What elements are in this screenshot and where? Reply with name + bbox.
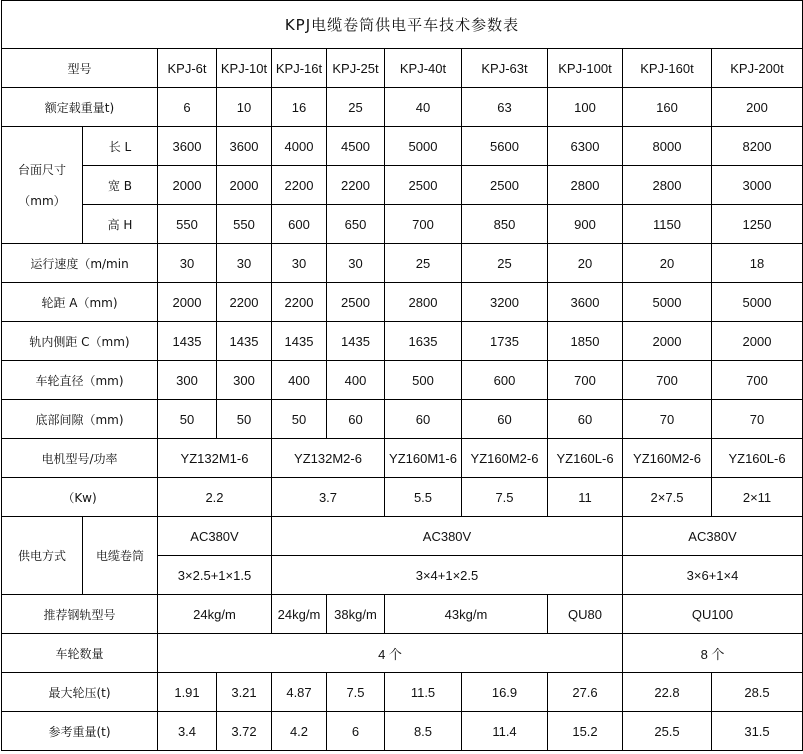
row-label-motor: 电机型号/功率 bbox=[2, 439, 158, 478]
value-cell: 1735 bbox=[462, 322, 548, 361]
value-cell: 4000 bbox=[272, 127, 327, 166]
value-cell: 70 bbox=[623, 400, 712, 439]
motor-power-row bbox=[2, 478, 803, 517]
value-cell: 16 bbox=[272, 88, 327, 127]
row-label-load: 额定载重量t) bbox=[2, 88, 158, 127]
value-cell: 11.4 bbox=[462, 712, 548, 751]
value-cell: 2000 bbox=[158, 166, 217, 205]
value-cell: 8200 bbox=[712, 127, 803, 166]
wheel-count-cell: 4 个 bbox=[158, 634, 623, 673]
value-cell: 550 bbox=[217, 205, 272, 244]
motor-model-cell: YZ160L-6 bbox=[712, 439, 803, 478]
value-cell: 2000 bbox=[623, 322, 712, 361]
value-cell: 3.4 bbox=[158, 712, 217, 751]
value-cell: 1.91 bbox=[158, 673, 217, 712]
value-cell: 25 bbox=[327, 88, 385, 127]
length-row bbox=[2, 127, 803, 166]
model-cell: KPJ-100t bbox=[548, 49, 623, 88]
row-label-wheel-diameter: 车轮直径（mm) bbox=[2, 361, 158, 400]
value-cell: 22.8 bbox=[623, 673, 712, 712]
value-cell: 1850 bbox=[548, 322, 623, 361]
value-cell: 400 bbox=[327, 361, 385, 400]
value-cell: 2200 bbox=[272, 166, 327, 205]
model-cell: KPJ-6t bbox=[158, 49, 217, 88]
value-cell: 8000 bbox=[623, 127, 712, 166]
cable-cell: 3×4+1×2.5 bbox=[272, 556, 623, 595]
value-cell: 850 bbox=[462, 205, 548, 244]
value-cell: 3600 bbox=[548, 283, 623, 322]
sub-label-length: 长 L bbox=[83, 127, 158, 166]
value-cell: 30 bbox=[272, 244, 327, 283]
value-cell: 100 bbox=[548, 88, 623, 127]
motor-power-cell: 3.7 bbox=[272, 478, 385, 517]
motor-power-cell: 5.5 bbox=[385, 478, 462, 517]
value-cell: 400 bbox=[272, 361, 327, 400]
model-cell: KPJ-16t bbox=[272, 49, 327, 88]
value-cell: 160 bbox=[623, 88, 712, 127]
height-row bbox=[2, 205, 803, 244]
value-cell: 18 bbox=[712, 244, 803, 283]
motor-model-cell: YZ160L-6 bbox=[548, 439, 623, 478]
clearance-row bbox=[2, 400, 803, 439]
value-cell: 2500 bbox=[385, 166, 462, 205]
title-row bbox=[2, 1, 803, 49]
value-cell: 60 bbox=[385, 400, 462, 439]
cable-cell: 3×6+1×4 bbox=[623, 556, 803, 595]
motor-model-cell: YZ160M2-6 bbox=[623, 439, 712, 478]
value-cell: 30 bbox=[217, 244, 272, 283]
value-cell: 300 bbox=[217, 361, 272, 400]
value-cell: 31.5 bbox=[712, 712, 803, 751]
row-label-wheel-count: 车轮数量 bbox=[2, 634, 158, 673]
voltage-cell: AC380V bbox=[272, 517, 623, 556]
value-cell: 60 bbox=[548, 400, 623, 439]
value-cell: 50 bbox=[217, 400, 272, 439]
value-cell: 1435 bbox=[327, 322, 385, 361]
value-cell: 16.9 bbox=[462, 673, 548, 712]
spec-table bbox=[1, 0, 803, 751]
cable-cell: 3×2.5+1×1.5 bbox=[158, 556, 272, 595]
value-cell: 6300 bbox=[548, 127, 623, 166]
row-label-table-size bbox=[2, 127, 83, 244]
row-label-track-gauge: 轨内侧距 C（mm) bbox=[2, 322, 158, 361]
value-cell: 5600 bbox=[462, 127, 548, 166]
value-cell: 1435 bbox=[272, 322, 327, 361]
value-cell: 28.5 bbox=[712, 673, 803, 712]
value-cell: 25 bbox=[385, 244, 462, 283]
value-cell: 3600 bbox=[158, 127, 217, 166]
value-cell: 2500 bbox=[462, 166, 548, 205]
value-cell: 2500 bbox=[327, 283, 385, 322]
motor-model-cell: YZ132M2-6 bbox=[272, 439, 385, 478]
row-label-wheelbase: 轮距 A（mm) bbox=[2, 283, 158, 322]
motor-power-cell: 2.2 bbox=[158, 478, 272, 517]
value-cell: 700 bbox=[385, 205, 462, 244]
motor-model-cell: YZ160M2-6 bbox=[462, 439, 548, 478]
rail-cell: QU80 bbox=[548, 595, 623, 634]
value-cell: 1150 bbox=[623, 205, 712, 244]
value-cell: 3.72 bbox=[217, 712, 272, 751]
rail-cell: QU100 bbox=[623, 595, 803, 634]
value-cell: 1635 bbox=[385, 322, 462, 361]
wheel-count-row bbox=[2, 634, 803, 673]
value-cell: 25.5 bbox=[623, 712, 712, 751]
value-cell: 63 bbox=[462, 88, 548, 127]
voltage-cell: AC380V bbox=[623, 517, 803, 556]
value-cell: 3000 bbox=[712, 166, 803, 205]
row-label-rail: 推荐钢轨型号 bbox=[2, 595, 158, 634]
value-cell: 5000 bbox=[712, 283, 803, 322]
sub-label-width: 宽 B bbox=[83, 166, 158, 205]
width-row bbox=[2, 166, 803, 205]
max-wheel-load-row bbox=[2, 673, 803, 712]
value-cell: 60 bbox=[462, 400, 548, 439]
value-cell: 2800 bbox=[623, 166, 712, 205]
value-cell: 70 bbox=[712, 400, 803, 439]
model-cell: KPJ-63t bbox=[462, 49, 548, 88]
value-cell: 2800 bbox=[385, 283, 462, 322]
rail-cell: 24kg/m bbox=[158, 595, 272, 634]
value-cell: 700 bbox=[623, 361, 712, 400]
wheelbase-row bbox=[2, 283, 803, 322]
value-cell: 20 bbox=[548, 244, 623, 283]
value-cell: 200 bbox=[712, 88, 803, 127]
model-cell: KPJ-25t bbox=[327, 49, 385, 88]
power-voltage-row bbox=[2, 517, 803, 556]
motor-power-cell: 2×7.5 bbox=[623, 478, 712, 517]
rail-cell: 24kg/m bbox=[272, 595, 327, 634]
value-cell: 27.6 bbox=[548, 673, 623, 712]
value-cell: 2800 bbox=[548, 166, 623, 205]
value-cell: 60 bbox=[327, 400, 385, 439]
value-cell: 4.2 bbox=[272, 712, 327, 751]
value-cell: 7.5 bbox=[327, 673, 385, 712]
row-label-motor-unit: （Kw) bbox=[2, 478, 158, 517]
model-cell: KPJ-10t bbox=[217, 49, 272, 88]
wheel-diameter-row bbox=[2, 361, 803, 400]
value-cell: 6 bbox=[327, 712, 385, 751]
table-size-label: 台面尺寸 bbox=[17, 163, 66, 177]
value-cell: 900 bbox=[548, 205, 623, 244]
value-cell: 30 bbox=[158, 244, 217, 283]
value-cell: 2200 bbox=[327, 166, 385, 205]
rail-cell: 38kg/m bbox=[327, 595, 385, 634]
value-cell: 4500 bbox=[327, 127, 385, 166]
value-cell: 40 bbox=[385, 88, 462, 127]
value-cell: 50 bbox=[158, 400, 217, 439]
load-row bbox=[2, 88, 803, 127]
value-cell: 650 bbox=[327, 205, 385, 244]
row-label-max-wheel-load: 最大轮压(t) bbox=[2, 673, 158, 712]
value-cell: 600 bbox=[462, 361, 548, 400]
voltage-cell: AC380V bbox=[158, 517, 272, 556]
value-cell: 20 bbox=[623, 244, 712, 283]
motor-power-cell: 2×11 bbox=[712, 478, 803, 517]
value-cell: 2200 bbox=[272, 283, 327, 322]
value-cell: 2000 bbox=[158, 283, 217, 322]
value-cell: 4.87 bbox=[272, 673, 327, 712]
value-cell: 50 bbox=[272, 400, 327, 439]
value-cell: 1435 bbox=[217, 322, 272, 361]
row-label-power-supply: 供电方式 bbox=[2, 517, 83, 595]
motor-model-row bbox=[2, 439, 803, 478]
value-cell: 5000 bbox=[623, 283, 712, 322]
row-label-ref-weight: 参考重量(t) bbox=[2, 712, 158, 751]
value-cell: 600 bbox=[272, 205, 327, 244]
value-cell: 8.5 bbox=[385, 712, 462, 751]
value-cell: 2200 bbox=[217, 283, 272, 322]
sub-label-height: 高 H bbox=[83, 205, 158, 244]
row-label-model: 型号 bbox=[2, 49, 158, 88]
model-cell: KPJ-160t bbox=[623, 49, 712, 88]
motor-model-cell: YZ132M1-6 bbox=[158, 439, 272, 478]
value-cell: 5000 bbox=[385, 127, 462, 166]
rail-row bbox=[2, 595, 803, 634]
model-row bbox=[2, 49, 803, 88]
track-gauge-row bbox=[2, 322, 803, 361]
row-label-clearance: 底部间隙（mm) bbox=[2, 400, 158, 439]
rail-cell: 43kg/m bbox=[385, 595, 548, 634]
value-cell: 550 bbox=[158, 205, 217, 244]
ref-weight-row bbox=[2, 712, 803, 751]
row-label-speed: 运行速度（m/min bbox=[2, 244, 158, 283]
value-cell: 2000 bbox=[217, 166, 272, 205]
model-cell: KPJ-200t bbox=[712, 49, 803, 88]
model-cell: KPJ-40t bbox=[385, 49, 462, 88]
value-cell: 2000 bbox=[712, 322, 803, 361]
motor-model-cell: YZ160M1-6 bbox=[385, 439, 462, 478]
value-cell: 3600 bbox=[217, 127, 272, 166]
table-title: KPJ电缆卷筒供电平车技术参数表 bbox=[2, 1, 803, 49]
value-cell: 3.21 bbox=[217, 673, 272, 712]
value-cell: 10 bbox=[217, 88, 272, 127]
value-cell: 25 bbox=[462, 244, 548, 283]
value-cell: 11.5 bbox=[385, 673, 462, 712]
motor-power-cell: 7.5 bbox=[462, 478, 548, 517]
value-cell: 500 bbox=[385, 361, 462, 400]
speed-row bbox=[2, 244, 803, 283]
value-cell: 700 bbox=[712, 361, 803, 400]
wheel-count-cell: 8 个 bbox=[623, 634, 803, 673]
table-size-unit: （mm） bbox=[18, 194, 66, 208]
value-cell: 1435 bbox=[158, 322, 217, 361]
row-label-cable-reel: 电缆卷筒 bbox=[83, 517, 158, 595]
value-cell: 700 bbox=[548, 361, 623, 400]
value-cell: 300 bbox=[158, 361, 217, 400]
value-cell: 6 bbox=[158, 88, 217, 127]
motor-power-cell: 11 bbox=[548, 478, 623, 517]
value-cell: 30 bbox=[327, 244, 385, 283]
value-cell: 3200 bbox=[462, 283, 548, 322]
value-cell: 15.2 bbox=[548, 712, 623, 751]
value-cell: 1250 bbox=[712, 205, 803, 244]
